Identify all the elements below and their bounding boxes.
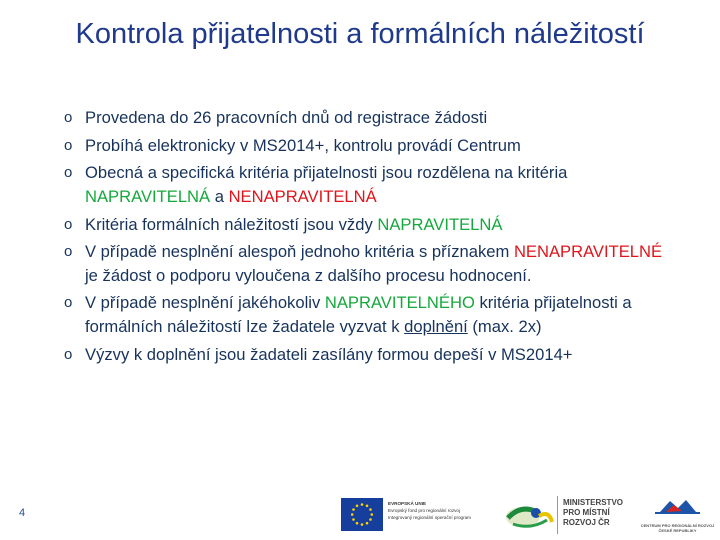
eu-line: EVROPSKÁ UNIE (388, 501, 427, 506)
mmr-line: PRO MÍSTNÍ (563, 508, 610, 517)
bullet-text: Výzvy k doplnění jsou žadateli zasílány formou depeší v MS2014+ (85, 344, 573, 364)
page-number: 4 (19, 507, 26, 519)
bullet-marker: o (64, 345, 73, 363)
crr-logo-icon (640, 498, 715, 533)
bullet-text: Kritéria formálních náležitostí jsou vždy (85, 214, 378, 234)
bullet-text: Obecná a specifická kritéria přijatelnosti jsou rozdělena na kritéria (85, 163, 568, 183)
bullet-list (64, 106, 664, 370)
bullet-text: kritéria přijatelnosti a formálních náležitostí lze žadatele vyzvat k (85, 293, 632, 336)
bullet-text: V případě nesplnění alespoň jednoho kritéria s příznakem (85, 242, 514, 262)
bullet-text: (max. 2x) (467, 316, 542, 336)
footer-divider (557, 496, 558, 534)
eu-flag-icon (341, 498, 383, 531)
eu-text-block (388, 500, 496, 521)
bullet-marker: o (64, 109, 73, 126)
bullet-text: V případě nesplnění jakéhokoliv (85, 293, 325, 313)
mmr-line: ROZVOJ ČR (563, 518, 610, 527)
crr-line: ČESKÉ REPUBLIKY (658, 528, 697, 533)
bullet-marker: o (64, 243, 73, 261)
bullet-item (64, 134, 664, 158)
eu-line: Evropský fond pro regionální rozvoj (388, 508, 461, 513)
irop-logo-icon (503, 500, 555, 532)
mmr-logo-icon (563, 498, 623, 528)
unfixable-keyword: NENAPRAVITELNÉ (513, 242, 663, 262)
bullet-text: a (210, 186, 229, 206)
crr-line: CENTRUM PRO REGIONÁLNÍ ROZVOJ (640, 523, 715, 528)
bullet-text: je žádost o podporu vyloučena z dalšího procesu hodnocení. (85, 265, 532, 285)
bullet-marker: o (64, 294, 73, 312)
bullet-marker: o (64, 136, 73, 154)
bullet-item (64, 343, 664, 367)
bullet-item (64, 213, 664, 237)
bullet-item (64, 291, 664, 338)
slide-title: Kontrola přijatelnosti a formálních náležitostí (75, 18, 645, 50)
mmr-line: MINISTERSTVO (563, 498, 624, 507)
eu-line: Integrovaný regionální operační program (388, 515, 471, 520)
bullet-item (64, 106, 664, 130)
bullet-item (64, 161, 664, 208)
underlined-term: doplnění (404, 316, 468, 336)
bullet-marker: o (64, 215, 73, 233)
bullet-item (64, 240, 664, 287)
fixable-keyword: NAPRAVITELNÉHO (324, 293, 475, 313)
bullet-text: Provedena do 26 pracovních dnů od registrace žádosti (85, 108, 488, 127)
bullet-marker: o (64, 164, 73, 182)
unfixable-keyword: NENAPRAVITELNÁ (228, 186, 377, 206)
bullet-text: Probíhá elektronicky v MS2014+, kontrolu provádí Centrum (85, 135, 521, 155)
fixable-keyword: NAPRAVITELNÁ (85, 186, 211, 206)
fixable-keyword: NAPRAVITELNÁ (377, 214, 503, 234)
